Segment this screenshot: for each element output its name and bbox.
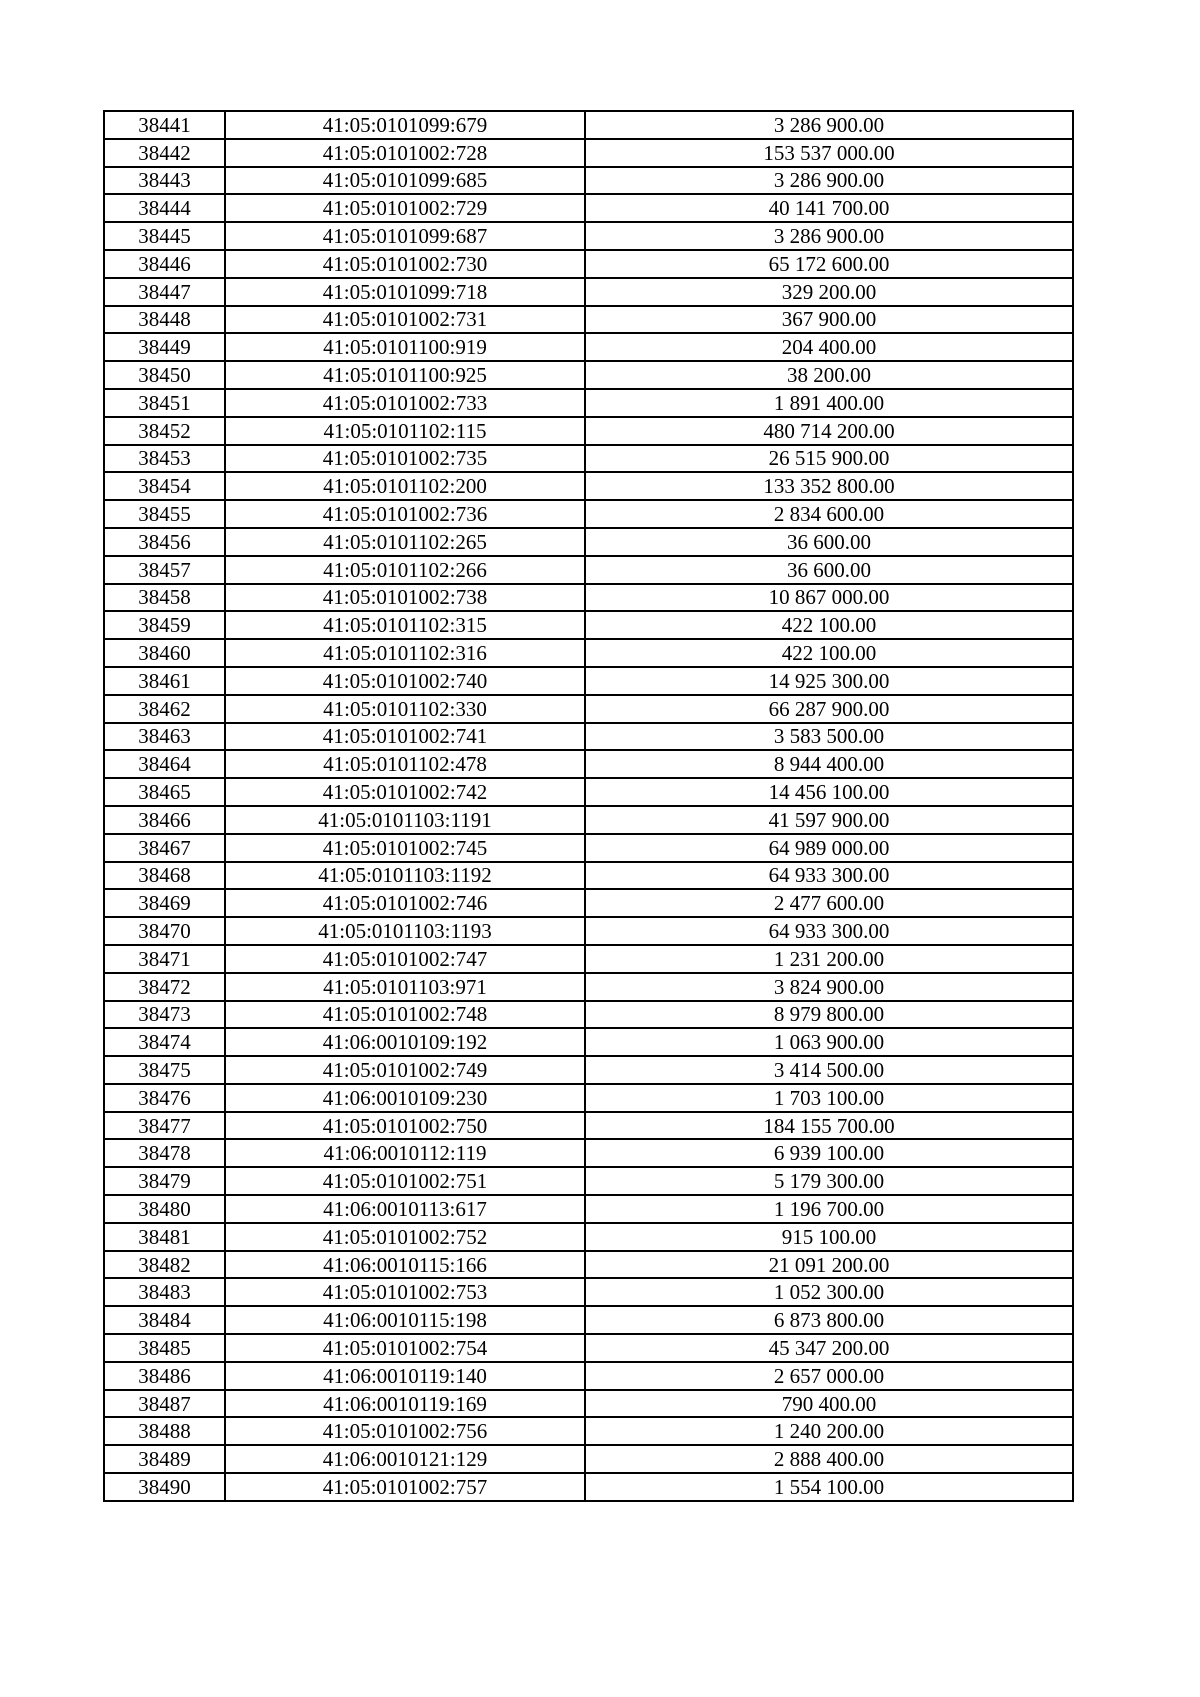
cadastral-number-cell: 41:05:0101002:731 — [225, 306, 585, 334]
table-row — [104, 1473, 1073, 1501]
cadastral-value-cell: 36 600.00 — [585, 556, 1073, 584]
cadastral-value-cell: 133 352 800.00 — [585, 472, 1073, 500]
cadastral-number-cell: 41:05:0101002:728 — [225, 139, 585, 167]
cadastral-value-cell: 38 200.00 — [585, 361, 1073, 389]
row-number-cell: 38441 — [104, 111, 225, 139]
cadastral-number-cell: 41:05:0101002:756 — [225, 1417, 585, 1445]
table-row — [104, 1028, 1073, 1056]
row-number-cell: 38442 — [104, 139, 225, 167]
row-number-cell: 38474 — [104, 1028, 225, 1056]
cadastral-value-cell: 367 900.00 — [585, 306, 1073, 334]
cadastral-value-cell: 14 456 100.00 — [585, 778, 1073, 806]
cadastral-value-cell: 3 824 900.00 — [585, 973, 1073, 1001]
cadastral-value-cell: 2 888 400.00 — [585, 1445, 1073, 1473]
row-number-cell: 38444 — [104, 194, 225, 222]
cadastral-value-cell: 14 925 300.00 — [585, 667, 1073, 695]
cadastral-number-cell: 41:05:0101103:1193 — [225, 917, 585, 945]
cadastral-number-cell: 41:05:0101002:741 — [225, 723, 585, 751]
cadastral-value-cell: 3 286 900.00 — [585, 111, 1073, 139]
row-number-cell: 38458 — [104, 584, 225, 612]
cadastral-number-cell: 41:05:0101099:679 — [225, 111, 585, 139]
cadastral-number-cell: 41:05:0101102:316 — [225, 639, 585, 667]
table-row — [104, 1390, 1073, 1418]
cadastral-value-cell: 2 657 000.00 — [585, 1362, 1073, 1390]
row-number-cell: 38488 — [104, 1417, 225, 1445]
table-row — [104, 1084, 1073, 1112]
table-row — [104, 917, 1073, 945]
table-row — [104, 472, 1073, 500]
cadastral-number-cell: 41:05:0101099:687 — [225, 222, 585, 250]
row-number-cell: 38455 — [104, 500, 225, 528]
table-row — [104, 1195, 1073, 1223]
cadastral-number-cell: 41:05:0101002:745 — [225, 834, 585, 862]
cadastral-number-cell: 41:05:0101102:315 — [225, 611, 585, 639]
row-number-cell: 38447 — [104, 278, 225, 306]
cadastral-number-cell: 41:06:0010109:230 — [225, 1084, 585, 1112]
cadastral-value-cell: 329 200.00 — [585, 278, 1073, 306]
cadastral-value-cell: 480 714 200.00 — [585, 417, 1073, 445]
table-row — [104, 584, 1073, 612]
cadastral-number-cell: 41:05:0101102:478 — [225, 750, 585, 778]
row-number-cell: 38483 — [104, 1278, 225, 1306]
cadastral-value-cell: 8 979 800.00 — [585, 1001, 1073, 1029]
cadastral-number-cell: 41:05:0101002:742 — [225, 778, 585, 806]
row-number-cell: 38467 — [104, 834, 225, 862]
cadastral-number-cell: 41:06:0010115:198 — [225, 1306, 585, 1334]
row-number-cell: 38463 — [104, 723, 225, 751]
row-number-cell: 38468 — [104, 862, 225, 890]
cadastral-number-cell: 41:05:0101103:1192 — [225, 862, 585, 890]
cadastral-number-cell: 41:06:0010109:192 — [225, 1028, 585, 1056]
table-row — [104, 111, 1073, 139]
row-number-cell: 38470 — [104, 917, 225, 945]
table-row — [104, 695, 1073, 723]
cadastral-number-cell: 41:05:0101002:746 — [225, 889, 585, 917]
cadastral-value-cell: 153 537 000.00 — [585, 139, 1073, 167]
cadastral-number-cell: 41:05:0101002:750 — [225, 1112, 585, 1140]
cadastral-value-cell: 8 944 400.00 — [585, 750, 1073, 778]
cadastral-value-cell: 2 477 600.00 — [585, 889, 1073, 917]
cadastral-number-cell: 41:05:0101002:752 — [225, 1223, 585, 1251]
cadastral-value-cell: 5 179 300.00 — [585, 1167, 1073, 1195]
cadastral-number-cell: 41:05:0101102:200 — [225, 472, 585, 500]
table-row — [104, 194, 1073, 222]
row-number-cell: 38484 — [104, 1306, 225, 1334]
cadastral-number-cell: 41:05:0101002:753 — [225, 1278, 585, 1306]
row-number-cell: 38480 — [104, 1195, 225, 1223]
table-row — [104, 278, 1073, 306]
table-row — [104, 1251, 1073, 1279]
cadastral-value-cell: 64 933 300.00 — [585, 917, 1073, 945]
table-row — [104, 750, 1073, 778]
row-number-cell: 38469 — [104, 889, 225, 917]
row-number-cell: 38475 — [104, 1056, 225, 1084]
cadastral-number-cell: 41:06:0010115:166 — [225, 1251, 585, 1279]
cadastral-value-cell: 915 100.00 — [585, 1223, 1073, 1251]
table-row — [104, 1445, 1073, 1473]
table-row — [104, 1139, 1073, 1167]
cadastral-number-cell: 41:05:0101002:754 — [225, 1334, 585, 1362]
cadastral-number-cell: 41:05:0101002:736 — [225, 500, 585, 528]
cadastral-value-cell: 422 100.00 — [585, 611, 1073, 639]
cadastral-number-cell: 41:05:0101100:919 — [225, 333, 585, 361]
cadastral-value-cell: 422 100.00 — [585, 639, 1073, 667]
cadastral-value-cell: 26 515 900.00 — [585, 445, 1073, 473]
cadastral-number-cell: 41:05:0101002:751 — [225, 1167, 585, 1195]
cadastral-value-cell: 66 287 900.00 — [585, 695, 1073, 723]
row-number-cell: 38478 — [104, 1139, 225, 1167]
table-row — [104, 445, 1073, 473]
row-number-cell: 38450 — [104, 361, 225, 389]
table-body — [104, 111, 1073, 1501]
table-row — [104, 167, 1073, 195]
row-number-cell: 38451 — [104, 389, 225, 417]
row-number-cell: 38452 — [104, 417, 225, 445]
cadastral-value-cell: 6 873 800.00 — [585, 1306, 1073, 1334]
table-row — [104, 1056, 1073, 1084]
cadastral-number-cell: 41:05:0101102:330 — [225, 695, 585, 723]
cadastral-value-cell: 45 347 200.00 — [585, 1334, 1073, 1362]
cadastral-number-cell: 41:05:0101002:730 — [225, 250, 585, 278]
table-row — [104, 1223, 1073, 1251]
cadastral-number-cell: 41:06:0010119:140 — [225, 1362, 585, 1390]
table-row — [104, 500, 1073, 528]
table-row — [104, 1001, 1073, 1029]
row-number-cell: 38456 — [104, 528, 225, 556]
row-number-cell: 38449 — [104, 333, 225, 361]
table-row — [104, 528, 1073, 556]
table-row — [104, 1306, 1073, 1334]
cadastral-number-cell: 41:06:0010112:119 — [225, 1139, 585, 1167]
cadastral-value-cell: 1 554 100.00 — [585, 1473, 1073, 1501]
table-row — [104, 611, 1073, 639]
table-row — [104, 1278, 1073, 1306]
table-row — [104, 834, 1073, 862]
table-row — [104, 389, 1073, 417]
cadastral-value-cell: 790 400.00 — [585, 1390, 1073, 1418]
table-row — [104, 222, 1073, 250]
row-number-cell: 38453 — [104, 445, 225, 473]
cadastral-value-cell: 40 141 700.00 — [585, 194, 1073, 222]
row-number-cell: 38472 — [104, 973, 225, 1001]
cadastral-number-cell: 41:05:0101103:1191 — [225, 806, 585, 834]
table-row — [104, 556, 1073, 584]
row-number-cell: 38462 — [104, 695, 225, 723]
row-number-cell: 38486 — [104, 1362, 225, 1390]
row-number-cell: 38466 — [104, 806, 225, 834]
cadastral-value-cell: 1 240 200.00 — [585, 1417, 1073, 1445]
row-number-cell: 38448 — [104, 306, 225, 334]
cadastral-value-cell: 41 597 900.00 — [585, 806, 1073, 834]
table-row — [104, 973, 1073, 1001]
table-row — [104, 806, 1073, 834]
cadastral-number-cell: 41:05:0101002:749 — [225, 1056, 585, 1084]
cadastral-value-cell: 64 933 300.00 — [585, 862, 1073, 890]
row-number-cell: 38489 — [104, 1445, 225, 1473]
cadastral-number-cell: 41:05:0101002:747 — [225, 945, 585, 973]
cadastral-value-cell: 64 989 000.00 — [585, 834, 1073, 862]
cadastral-value-cell: 1 891 400.00 — [585, 389, 1073, 417]
table-row — [104, 1112, 1073, 1140]
cadastral-number-cell: 41:05:0101002:740 — [225, 667, 585, 695]
row-number-cell: 38476 — [104, 1084, 225, 1112]
cadastral-number-cell: 41:05:0101002:733 — [225, 389, 585, 417]
table-row — [104, 1167, 1073, 1195]
row-number-cell: 38477 — [104, 1112, 225, 1140]
cadastral-value-cell: 3 286 900.00 — [585, 167, 1073, 195]
cadastral-value-cell: 1 052 300.00 — [585, 1278, 1073, 1306]
cadastral-number-cell: 41:05:0101102:115 — [225, 417, 585, 445]
cadastral-value-cell: 36 600.00 — [585, 528, 1073, 556]
cadastral-number-cell: 41:05:0101002:748 — [225, 1001, 585, 1029]
table-row — [104, 333, 1073, 361]
row-number-cell: 38460 — [104, 639, 225, 667]
row-number-cell: 38490 — [104, 1473, 225, 1501]
cadastral-value-cell: 1 231 200.00 — [585, 945, 1073, 973]
cadastral-number-cell: 41:05:0101002:729 — [225, 194, 585, 222]
table-row — [104, 306, 1073, 334]
row-number-cell: 38485 — [104, 1334, 225, 1362]
row-number-cell: 38461 — [104, 667, 225, 695]
table-row — [104, 250, 1073, 278]
cadastral-value-cell: 2 834 600.00 — [585, 500, 1073, 528]
cadastral-value-cell: 1 703 100.00 — [585, 1084, 1073, 1112]
cadastral-number-cell: 41:06:0010119:169 — [225, 1390, 585, 1418]
table-row — [104, 639, 1073, 667]
cadastral-value-cell: 65 172 600.00 — [585, 250, 1073, 278]
cadastral-value-cell: 3 583 500.00 — [585, 723, 1073, 751]
table-row — [104, 139, 1073, 167]
row-number-cell: 38481 — [104, 1223, 225, 1251]
cadastral-number-cell: 41:05:0101099:718 — [225, 278, 585, 306]
table-row — [104, 945, 1073, 973]
cadastral-number-cell: 41:06:0010121:129 — [225, 1445, 585, 1473]
table-row — [104, 1417, 1073, 1445]
cadastral-number-cell: 41:05:0101002:738 — [225, 584, 585, 612]
table-row — [104, 889, 1073, 917]
cadastral-number-cell: 41:05:0101103:971 — [225, 973, 585, 1001]
table-row — [104, 862, 1073, 890]
cadastral-value-cell: 3 414 500.00 — [585, 1056, 1073, 1084]
table-row — [104, 667, 1073, 695]
cadastral-value-cell: 1 196 700.00 — [585, 1195, 1073, 1223]
row-number-cell: 38443 — [104, 167, 225, 195]
row-number-cell: 38445 — [104, 222, 225, 250]
cadastral-number-cell: 41:05:0101099:685 — [225, 167, 585, 195]
cadastral-value-cell: 21 091 200.00 — [585, 1251, 1073, 1279]
table-row — [104, 1334, 1073, 1362]
row-number-cell: 38487 — [104, 1390, 225, 1418]
cadastral-value-cell: 204 400.00 — [585, 333, 1073, 361]
table-row — [104, 1362, 1073, 1390]
cadastral-number-cell: 41:05:0101002:757 — [225, 1473, 585, 1501]
row-number-cell: 38457 — [104, 556, 225, 584]
row-number-cell: 38465 — [104, 778, 225, 806]
row-number-cell: 38479 — [104, 1167, 225, 1195]
row-number-cell: 38446 — [104, 250, 225, 278]
table-row — [104, 417, 1073, 445]
cadastral-number-cell: 41:05:0101100:925 — [225, 361, 585, 389]
row-number-cell: 38464 — [104, 750, 225, 778]
row-number-cell: 38482 — [104, 1251, 225, 1279]
row-number-cell: 38473 — [104, 1001, 225, 1029]
table-row — [104, 778, 1073, 806]
table-row — [104, 361, 1073, 389]
cadastral-value-cell: 10 867 000.00 — [585, 584, 1073, 612]
cadastral-number-cell: 41:05:0101102:266 — [225, 556, 585, 584]
cadastral-number-cell: 41:06:0010113:617 — [225, 1195, 585, 1223]
cadastral-number-cell: 41:05:0101002:735 — [225, 445, 585, 473]
cadastral-value-cell: 6 939 100.00 — [585, 1139, 1073, 1167]
cadastral-value-cell: 3 286 900.00 — [585, 222, 1073, 250]
row-number-cell: 38471 — [104, 945, 225, 973]
cadastral-value-cell: 184 155 700.00 — [585, 1112, 1073, 1140]
cadastral-value-table — [103, 110, 1074, 1502]
cadastral-number-cell: 41:05:0101102:265 — [225, 528, 585, 556]
cadastral-value-cell: 1 063 900.00 — [585, 1028, 1073, 1056]
row-number-cell: 38459 — [104, 611, 225, 639]
row-number-cell: 38454 — [104, 472, 225, 500]
table-row — [104, 723, 1073, 751]
